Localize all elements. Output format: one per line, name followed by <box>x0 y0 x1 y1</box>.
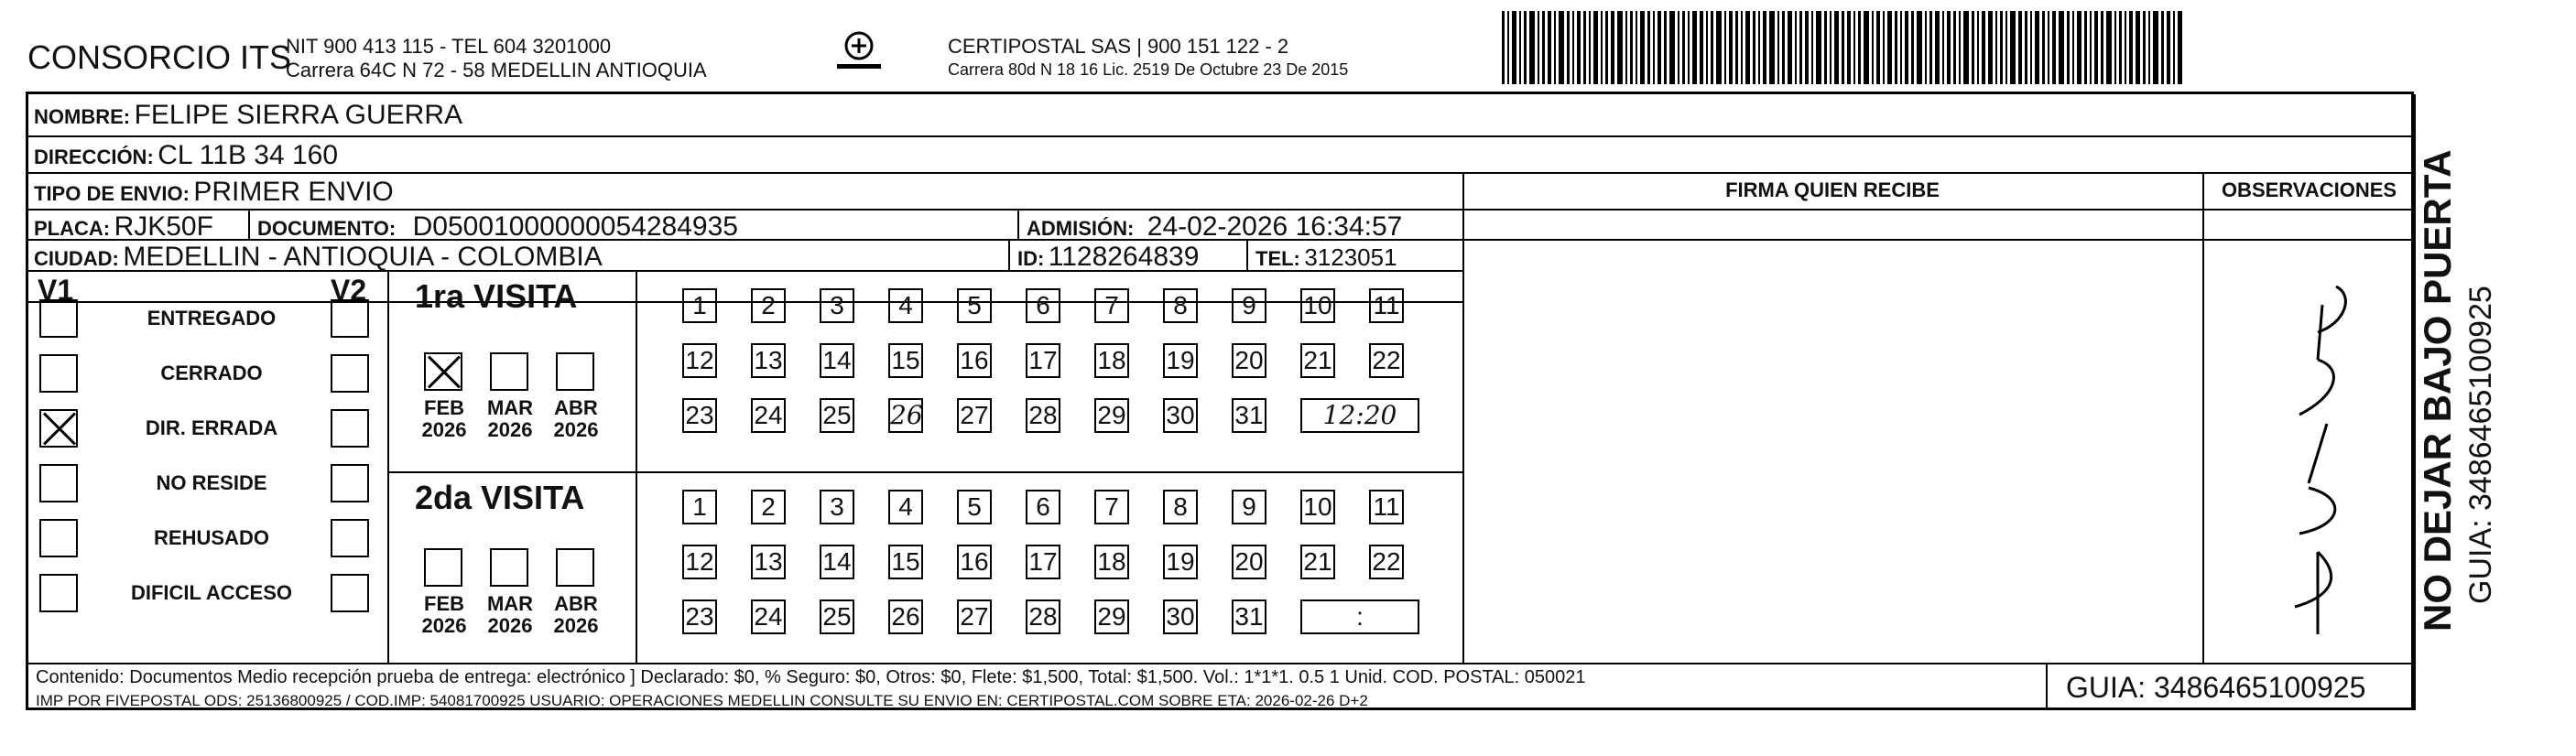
visit1-day-box[interactable]: 5 <box>957 288 992 323</box>
documento-value: D05001000000054284935 <box>412 211 738 242</box>
visit1-month-label: ABR <box>554 396 598 419</box>
visit2-day-box[interactable]: 20 <box>1232 545 1266 579</box>
visit2-day-box[interactable]: 29 <box>1094 599 1129 634</box>
visit1-day-box[interactable]: 1 <box>682 288 717 323</box>
status-option-label: DIR. ERRADA <box>145 416 278 439</box>
ciudad-label: CIUDAD: <box>34 247 119 270</box>
visit1-day-box[interactable]: 24 <box>751 398 786 433</box>
visit1-month-checkbox-3[interactable] <box>556 352 594 391</box>
shipping-form <box>26 92 2414 710</box>
company-address: Carrera 64C N 72 - 58 MEDELLIN ANTIOQUIA <box>286 59 707 81</box>
admision-value: 24-02-2026 16:34:57 <box>1147 211 1403 242</box>
visit1-day-box[interactable]: 17 <box>1026 343 1060 378</box>
side-guia: GUIA: 3486465100925 <box>2463 286 2498 604</box>
visit1-year-label: 2026 <box>553 418 599 441</box>
visit1-day-box[interactable]: 15 <box>888 343 923 378</box>
visit2-title: 2da VISITA <box>415 479 585 516</box>
visit1-day-box[interactable]: 11 <box>1369 288 1404 323</box>
tel-label: TEL: <box>1255 247 1300 270</box>
v2-checkbox-3[interactable] <box>331 409 369 448</box>
visit2-day-box[interactable]: 24 <box>751 599 786 634</box>
visit1-day-box[interactable]: 28 <box>1026 398 1060 433</box>
tipo-row <box>34 177 394 208</box>
visit1-month-label: FEB <box>424 396 464 419</box>
signature <box>2208 277 2409 653</box>
firma-header: FIRMA QUIEN RECIBE <box>1725 178 1940 201</box>
tel-value: 3123051 <box>1304 243 1397 271</box>
visit2-month-checkbox-3[interactable] <box>556 548 594 587</box>
carrier-line: CERTIPOSTAL SAS | 900 151 122 - 2 <box>948 35 1289 58</box>
visit2-day-box[interactable]: 18 <box>1094 545 1129 579</box>
barcode <box>1502 11 2198 84</box>
visit2-day-box[interactable]: 21 <box>1300 545 1335 579</box>
visit2-time-box[interactable]: : <box>1300 599 1419 634</box>
visit2-day-box[interactable]: 19 <box>1163 545 1198 579</box>
admision-label: ADMISIÓN: <box>1027 217 1135 240</box>
visit2-day-box[interactable]: 11 <box>1369 490 1404 524</box>
visit1-day-box[interactable]: 3 <box>820 288 854 323</box>
visit1-day-box[interactable]: 14 <box>820 343 854 378</box>
v1-checkbox-6[interactable] <box>39 574 78 612</box>
visit1-time-box[interactable]: 12:20 <box>1300 398 1419 433</box>
visit2-month-checkbox-1[interactable] <box>424 548 462 587</box>
id-row <box>1017 242 1199 273</box>
visit2-month-checkbox-2[interactable] <box>490 548 528 587</box>
visit1-day-box[interactable]: 7 <box>1094 288 1129 323</box>
visit2-day-box[interactable]: 14 <box>820 545 854 579</box>
visit1-day-box[interactable]: 26 <box>888 398 923 433</box>
documento-row <box>257 211 738 243</box>
certipostal-logo <box>831 26 886 81</box>
nit-line: NIT 900 413 115 - TEL 604 3201000 <box>286 35 612 58</box>
footer-info <box>36 667 2041 710</box>
nombre-value: FELIPE SIERRA GUERRA <box>134 100 462 130</box>
visit2-day-box[interactable]: 13 <box>751 545 786 579</box>
status-option-label: REHUSADO <box>154 526 269 549</box>
visit2-day-box[interactable]: 23 <box>682 599 717 634</box>
tel-row <box>1255 243 1397 272</box>
visit2-day-box[interactable]: 4 <box>888 490 923 524</box>
side-warning: NO DEJAR BAJO PUERTA <box>2416 149 2459 632</box>
visit2-day-box[interactable]: 12 <box>682 545 717 579</box>
documento-label: DOCUMENTO: <box>257 217 397 240</box>
id-label: ID: <box>1017 247 1045 270</box>
visit1-day-box[interactable]: 10 <box>1300 288 1335 323</box>
v2-label: V2 <box>331 274 367 307</box>
visit1-day-box[interactable]: 30 <box>1163 398 1198 433</box>
visit1-title: 1ra VISITA <box>415 277 578 315</box>
visit1-day-box[interactable]: 21 <box>1300 343 1335 378</box>
status-option-label: NO RESIDE <box>156 471 267 494</box>
direccion-row <box>34 140 338 171</box>
visit2-day-box[interactable]: 8 <box>1163 490 1198 524</box>
visit1-day-box[interactable]: 23 <box>682 398 717 433</box>
nombre-row <box>34 100 462 131</box>
visit1-day-box[interactable]: 6 <box>1026 288 1060 323</box>
visit1-day-box[interactable]: 9 <box>1232 288 1266 323</box>
visit1-day-box[interactable]: 25 <box>820 398 854 433</box>
visit1-month-label: MAR <box>486 396 534 419</box>
v1-checkbox-4[interactable] <box>39 464 78 502</box>
v1-checkbox-5[interactable] <box>39 519 78 557</box>
visit1-day-box[interactable]: 29 <box>1094 398 1129 433</box>
visit1-day-box[interactable]: 12 <box>682 343 717 378</box>
direccion-value: CL 11B 34 160 <box>158 140 339 170</box>
visit2-day-box[interactable]: 27 <box>957 599 992 634</box>
carrier-info <box>948 35 1348 81</box>
id-value: 1128264839 <box>1048 242 1200 272</box>
visit2-day-box[interactable]: 1 <box>682 490 717 524</box>
v1-checkbox-3[interactable] <box>39 409 78 448</box>
v2-checkbox-2[interactable] <box>331 354 369 393</box>
visit2-day-box[interactable]: 25 <box>820 599 854 634</box>
observaciones-header: OBSERVACIONES <box>2221 178 2397 201</box>
visit2-year-label: 2026 <box>421 614 467 637</box>
visit2-day-box[interactable]: 6 <box>1026 490 1060 524</box>
visit1-day-box[interactable]: 2 <box>751 288 786 323</box>
visit1-day-box[interactable]: 18 <box>1094 343 1129 378</box>
visit1-day-box[interactable]: 19 <box>1163 343 1198 378</box>
visit2-day-box[interactable]: 2 <box>751 490 786 524</box>
visit2-day-box[interactable]: 17 <box>1026 545 1060 579</box>
visit2-year-label: 2026 <box>553 614 599 637</box>
visit1-month-checkbox-2[interactable] <box>490 352 528 391</box>
footer-guia: GUIA: 3486465100925 <box>2066 671 2366 704</box>
visit2-day-box[interactable]: 5 <box>957 490 992 524</box>
visit1-day-box[interactable]: 27 <box>957 398 992 433</box>
visit2-day-box[interactable]: 7 <box>1094 490 1129 524</box>
company-info <box>286 35 707 82</box>
visit1-day-box[interactable]: 22 <box>1369 343 1404 378</box>
visit2-month-label: MAR <box>486 592 534 615</box>
visit1-month-checkbox-1[interactable] <box>424 352 462 391</box>
visit2-month-label: FEB <box>424 592 464 615</box>
ciudad-row <box>34 242 603 273</box>
visit2-day-box[interactable]: 10 <box>1300 490 1335 524</box>
carrier-address: Carrera 80d N 18 16 Lic. 2519 De Octubre 23 De 2015 <box>948 60 1349 79</box>
visit1-day-box[interactable]: 4 <box>888 288 923 323</box>
visit2-day-box[interactable]: 3 <box>820 490 854 524</box>
visit2-month-label: ABR <box>554 592 598 615</box>
v2-checkbox-4[interactable] <box>331 464 369 502</box>
visit1-day-box[interactable]: 13 <box>751 343 786 378</box>
visit1-day-box[interactable]: 31 <box>1232 398 1266 433</box>
nombre-label: NOMBRE: <box>34 105 131 128</box>
v2-checkbox-5[interactable] <box>331 519 369 557</box>
v1-label: V1 <box>38 274 74 307</box>
visit2-day-box[interactable]: 16 <box>957 545 992 579</box>
v1-checkbox-2[interactable] <box>39 354 78 393</box>
visit2-day-box[interactable]: 31 <box>1232 599 1266 634</box>
visit1-year-label: 2026 <box>487 418 533 441</box>
visit2-day-box[interactable]: 30 <box>1163 599 1198 634</box>
placa-row <box>34 211 213 243</box>
visit2-day-box[interactable]: 28 <box>1026 599 1060 634</box>
tipo-value: PRIMER ENVIO <box>193 177 394 207</box>
v1-checkbox-1[interactable] <box>39 299 78 338</box>
visit1-year-label: 2026 <box>421 418 467 441</box>
placa-label: PLACA: <box>34 217 111 240</box>
footer-line1: Contenido: Documentos Medio recepción prueba de entrega: electrónico ] Declarado: $0, % Seguro: $0, Otros: $0, Flete: $1,500, Total: $1,500. Vol.: 1*1*1. 0.5 1 Unid. COD. POSTAL: 050021 <box>36 667 1586 687</box>
v2-checkbox-6[interactable] <box>331 574 369 612</box>
direccion-label: DIRECCIÓN: <box>34 146 154 168</box>
status-option-label: ENTREGADO <box>147 307 277 329</box>
footer-line2: IMP POR FIVEPOSTAL ODS: 25136800925 / COD.IMP: 54081700925 USUARIO: OPERACIONES MEDELLIN CONSULTE SU ENVIO EN: CERTIPOSTAL.COM SOBRE ETA: 2026-02-26 D+2 <box>36 692 1368 709</box>
tipo-label: TIPO DE ENVIO: <box>34 182 190 205</box>
visit2-day-box[interactable]: 22 <box>1369 545 1404 579</box>
status-option-label: DIFICIL ACCESO <box>130 581 292 604</box>
ciudad-value: MEDELLIN - ANTIOQUIA - COLOMBIA <box>123 242 603 272</box>
admision-row <box>1027 211 1402 243</box>
visit1-day-box[interactable]: 20 <box>1232 343 1266 378</box>
visit2-year-label: 2026 <box>487 614 533 637</box>
v2-checkbox-1[interactable] <box>331 299 369 338</box>
visit1-day-box[interactable]: 8 <box>1163 288 1198 323</box>
visit2-day-box[interactable]: 15 <box>888 545 923 579</box>
company-name: CONSORCIO ITS <box>27 38 292 76</box>
visit2-day-box[interactable]: 26 <box>888 599 923 634</box>
status-option-label: CERRADO <box>160 362 263 384</box>
visit2-day-box[interactable]: 9 <box>1232 490 1266 524</box>
visit1-day-box[interactable]: 16 <box>957 343 992 378</box>
placa-value: RJK50F <box>114 211 213 242</box>
